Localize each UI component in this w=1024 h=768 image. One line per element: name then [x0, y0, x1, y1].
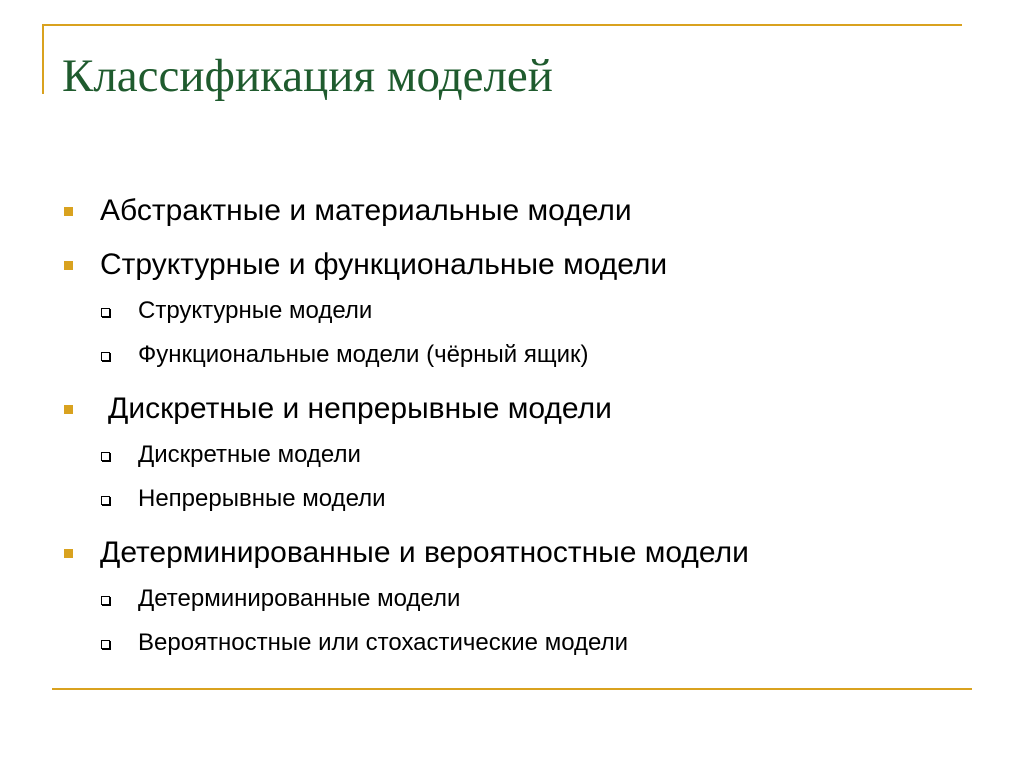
left-accent-line	[42, 24, 44, 94]
slide-title: Классификация моделей	[62, 50, 553, 102]
hollow-square-bullet-icon	[101, 452, 110, 461]
bullet-item-level2: Структурные модели	[138, 297, 373, 324]
bullet-item-level1: Структурные и функциональные модели	[100, 248, 668, 281]
top-accent-line	[42, 24, 962, 26]
hollow-square-bullet-icon	[101, 352, 110, 361]
bottom-accent-line	[52, 688, 972, 690]
bullet-item-level2: Функциональные модели (чёрный ящик)	[138, 341, 589, 368]
hollow-square-bullet-icon	[101, 308, 110, 317]
hollow-square-bullet-icon	[101, 596, 110, 605]
hollow-square-bullet-icon	[101, 496, 110, 505]
bullet-item-level2: Непрерывные модели	[138, 485, 386, 512]
bullet-item-level1: Дискретные и непрерывные модели	[108, 392, 612, 425]
square-bullet-icon	[64, 207, 73, 216]
square-bullet-icon	[64, 261, 73, 270]
square-bullet-icon	[64, 405, 73, 414]
square-bullet-icon	[64, 549, 73, 558]
bullet-item-level2: Детерминированные модели	[138, 585, 461, 612]
hollow-square-bullet-icon	[101, 640, 110, 649]
bullet-item-level1: Абстрактные и материальные модели	[100, 194, 632, 227]
bullet-item-level1: Детерминированные и вероятностные модели	[100, 536, 749, 569]
bullet-item-level2: Дискретные модели	[138, 441, 361, 468]
bullet-item-level2: Вероятностные или стохастические модели	[138, 629, 628, 656]
